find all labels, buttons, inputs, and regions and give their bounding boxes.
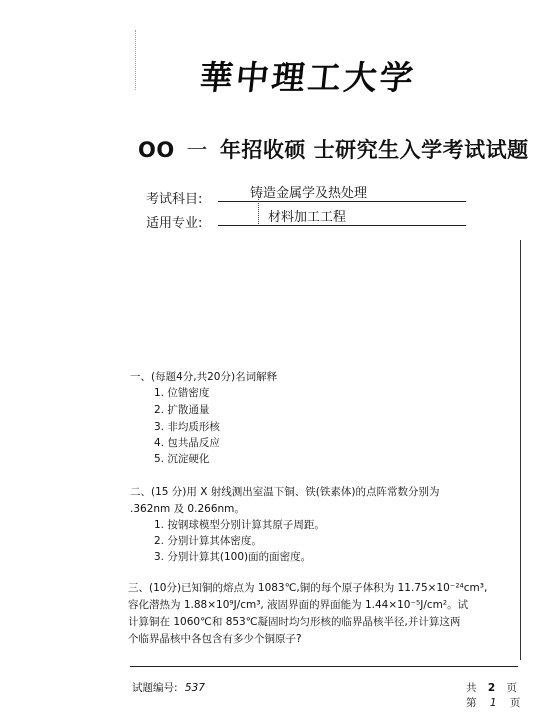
major-underline: [218, 225, 466, 226]
q2-line: .362nm 及 0.266nm。: [130, 503, 245, 515]
major-label: 适用专业:: [146, 216, 203, 231]
q3-line: 计算铜在 1060℃和 853℃凝固时均匀形核的临界晶核半径,并计算这两: [128, 616, 461, 628]
q3-line: 个临界晶核中各包含有多少个铜原子?: [128, 633, 302, 645]
exam-title-prefix: OO: [138, 138, 175, 162]
q2-line: 二、(15 分)用 X 射线测出室温下铜、铁(铁素体)的点阵常数分别为: [130, 486, 440, 498]
q2-item: 1. 按钢球模型分别计算其原子周距。: [154, 519, 325, 531]
q1-item: 5. 沉淀硬化: [154, 453, 210, 465]
q3-line: 三、(10分)已知铜的熔点为 1083℃,铜的每个原子体积为 11.75×10⁻²⁴cm³,: [128, 582, 488, 594]
exam-title: [138, 134, 529, 164]
exam-code-value: 537: [184, 682, 205, 694]
page-total: [466, 680, 517, 695]
q1-item: 3. 非均质形核: [154, 421, 220, 433]
exam-title-dash: 一: [186, 138, 209, 162]
q3-line: 容化潜热为 1.88×10⁹J/cm³, 液固界面的界面能为 1.44×10⁻⁵J/cm²。试: [128, 599, 469, 611]
left-scan-mark: [135, 30, 136, 90]
exam-title-text: 年招收硕 士研究生入学考试试题: [219, 138, 529, 162]
page-number: [466, 695, 520, 710]
subject-label: 考试科目:: [146, 192, 203, 207]
q1-item: 2. 扩散通量: [154, 404, 210, 416]
footer-rule: [130, 666, 518, 667]
page-number-label: 第: [466, 697, 477, 709]
q2-item: 2. 分别计算其体密度。: [154, 535, 262, 547]
page-total-value: 2: [487, 682, 496, 694]
page-number-value: 1: [489, 697, 497, 709]
right-margin-line: [520, 240, 521, 660]
q1-heading: 一、(每题4分,共20分)名词解释: [130, 371, 278, 383]
page-number-unit: 页: [509, 697, 521, 709]
q1-item: 4. 包共晶反应: [154, 437, 220, 449]
q1-item: 1. 位错密度: [154, 387, 210, 399]
exam-code-label: 试题编号:: [132, 682, 178, 694]
exam-code: [132, 680, 205, 695]
subject-value: 铸造金属学及热处理: [250, 186, 368, 201]
field-divider: [258, 196, 259, 224]
subject-underline: [218, 201, 466, 202]
page-total-label: 共: [466, 682, 477, 694]
page-total-unit: 页: [506, 682, 517, 694]
university-name: 華中理工大学: [197, 58, 418, 97]
major-value: 材料加工工程: [268, 210, 347, 225]
q2-item: 3. 分别计算其(100)面的面密度。: [154, 551, 312, 563]
